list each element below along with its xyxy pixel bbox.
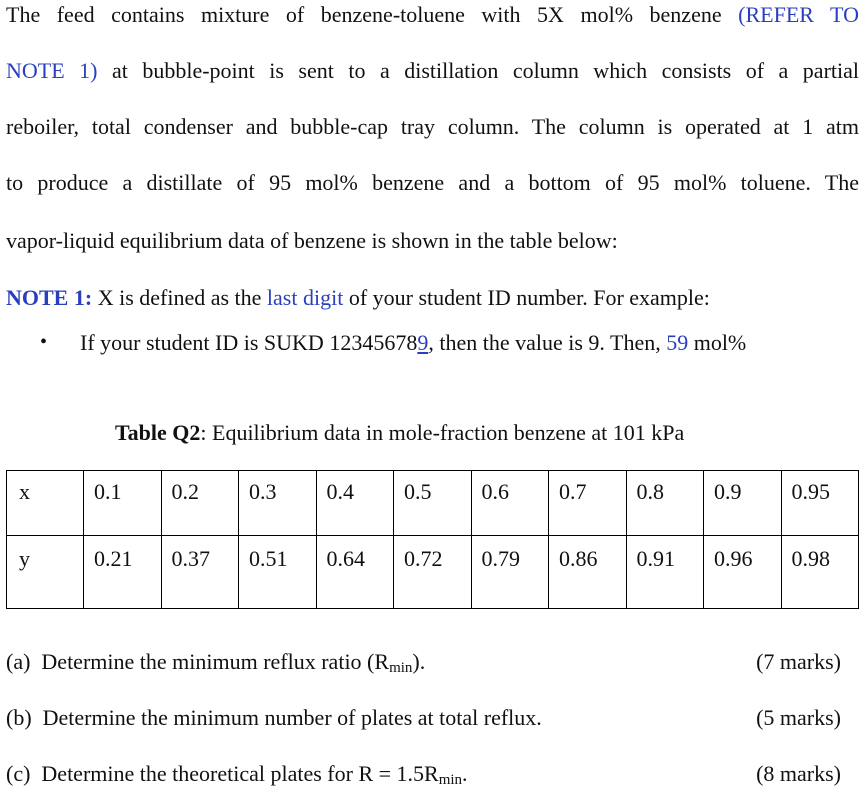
example-value: 59 bbox=[666, 330, 689, 355]
paragraph-line-3: reboiler, total condenser and bubble-cap tray column. The column is operated at 1 atm bbox=[6, 114, 859, 139]
equilibrium-table bbox=[6, 470, 859, 609]
table-cell: 0.4 bbox=[316, 471, 394, 536]
marks-b: (5 marks) bbox=[756, 705, 841, 730]
table-row-y bbox=[7, 536, 859, 609]
question-tail: . bbox=[462, 761, 468, 786]
note-text-pre: X is defined as the bbox=[92, 285, 267, 310]
table-cell: 0.3 bbox=[239, 471, 317, 536]
question-a bbox=[6, 649, 425, 677]
example-digit: 9 bbox=[417, 330, 429, 355]
question-text: Determine the theoretical plates for R = 1.5R bbox=[41, 761, 439, 786]
table-cell: 0.7 bbox=[549, 471, 627, 536]
note-highlight: last digit bbox=[266, 285, 344, 310]
paragraph-line-1 bbox=[6, 2, 859, 28]
bullet-icon: • bbox=[40, 331, 48, 353]
table-header-x: x bbox=[7, 471, 84, 536]
table-cell: 0.2 bbox=[161, 471, 239, 536]
table-cell: 0.98 bbox=[781, 536, 859, 609]
table-cell: 0.6 bbox=[471, 471, 549, 536]
table-cell: 0.37 bbox=[161, 536, 239, 609]
table-caption bbox=[115, 420, 684, 446]
question-text: Determine the minimum number of plates at total reflux. bbox=[42, 705, 542, 730]
table-cell: 0.8 bbox=[626, 471, 704, 536]
line1-text: The feed contains mixture of benzene-toluene with 5X mol% benzene bbox=[6, 2, 739, 27]
note-reference-end: NOTE 1) bbox=[6, 58, 98, 83]
table-cell: 0.72 bbox=[394, 536, 472, 609]
table-cell: 0.91 bbox=[626, 536, 704, 609]
table-cell: 0.95 bbox=[781, 471, 859, 536]
table-cell: 0.86 bbox=[549, 536, 627, 609]
table-header-y: y bbox=[7, 536, 84, 609]
note-label: NOTE 1: bbox=[6, 285, 93, 310]
table-cell: 0.96 bbox=[704, 536, 782, 609]
question-label: (a) bbox=[6, 649, 31, 674]
table-caption-text: : Equilibrium data in mole-fraction benzene at 101 kPa bbox=[200, 420, 685, 445]
note-reference-start: (REFER TO bbox=[738, 2, 859, 27]
line2-text: at bubble-point is sent to a distillation column which consists of a partial bbox=[97, 58, 859, 83]
subscript-min: min bbox=[389, 660, 413, 676]
marks-c: (8 marks) bbox=[756, 761, 841, 786]
question-label: (c) bbox=[6, 761, 31, 786]
note-text-post: of your student ID number. For example: bbox=[343, 285, 710, 310]
table-cell: 0.51 bbox=[239, 536, 317, 609]
question-c bbox=[6, 761, 468, 789]
question-tail: ). bbox=[412, 649, 426, 674]
paragraph-line-2 bbox=[6, 58, 859, 84]
table-cell: 0.21 bbox=[84, 536, 162, 609]
example-mid: , then the value is 9. Then, bbox=[428, 330, 667, 355]
question-b bbox=[6, 705, 542, 731]
example-pre: If your student ID is SUKD 12345678 bbox=[80, 330, 418, 355]
subscript-min: min bbox=[438, 772, 463, 788]
table-cell: 0.64 bbox=[316, 536, 394, 609]
table-cell: 0.79 bbox=[471, 536, 549, 609]
table-caption-label: Table Q2 bbox=[115, 420, 201, 445]
table-cell: 0.1 bbox=[84, 471, 162, 536]
example-post: mol% bbox=[688, 330, 747, 355]
question-label: (b) bbox=[6, 705, 32, 730]
paragraph-line-5: vapor-liquid equilibrium data of benzene is shown in the table below: bbox=[6, 228, 618, 253]
table-row-x bbox=[7, 471, 859, 536]
marks-a: (7 marks) bbox=[756, 649, 841, 674]
note-line bbox=[6, 285, 710, 311]
note-example bbox=[80, 330, 746, 356]
table-cell: 0.5 bbox=[394, 471, 472, 536]
table-cell: 0.9 bbox=[704, 471, 782, 536]
paragraph-line-4: to produce a distillate of 95 mol% benzene and a bottom of 95 mol% toluene. The bbox=[6, 170, 859, 195]
question-text: Determine the minimum reflux ratio (R bbox=[41, 649, 390, 674]
